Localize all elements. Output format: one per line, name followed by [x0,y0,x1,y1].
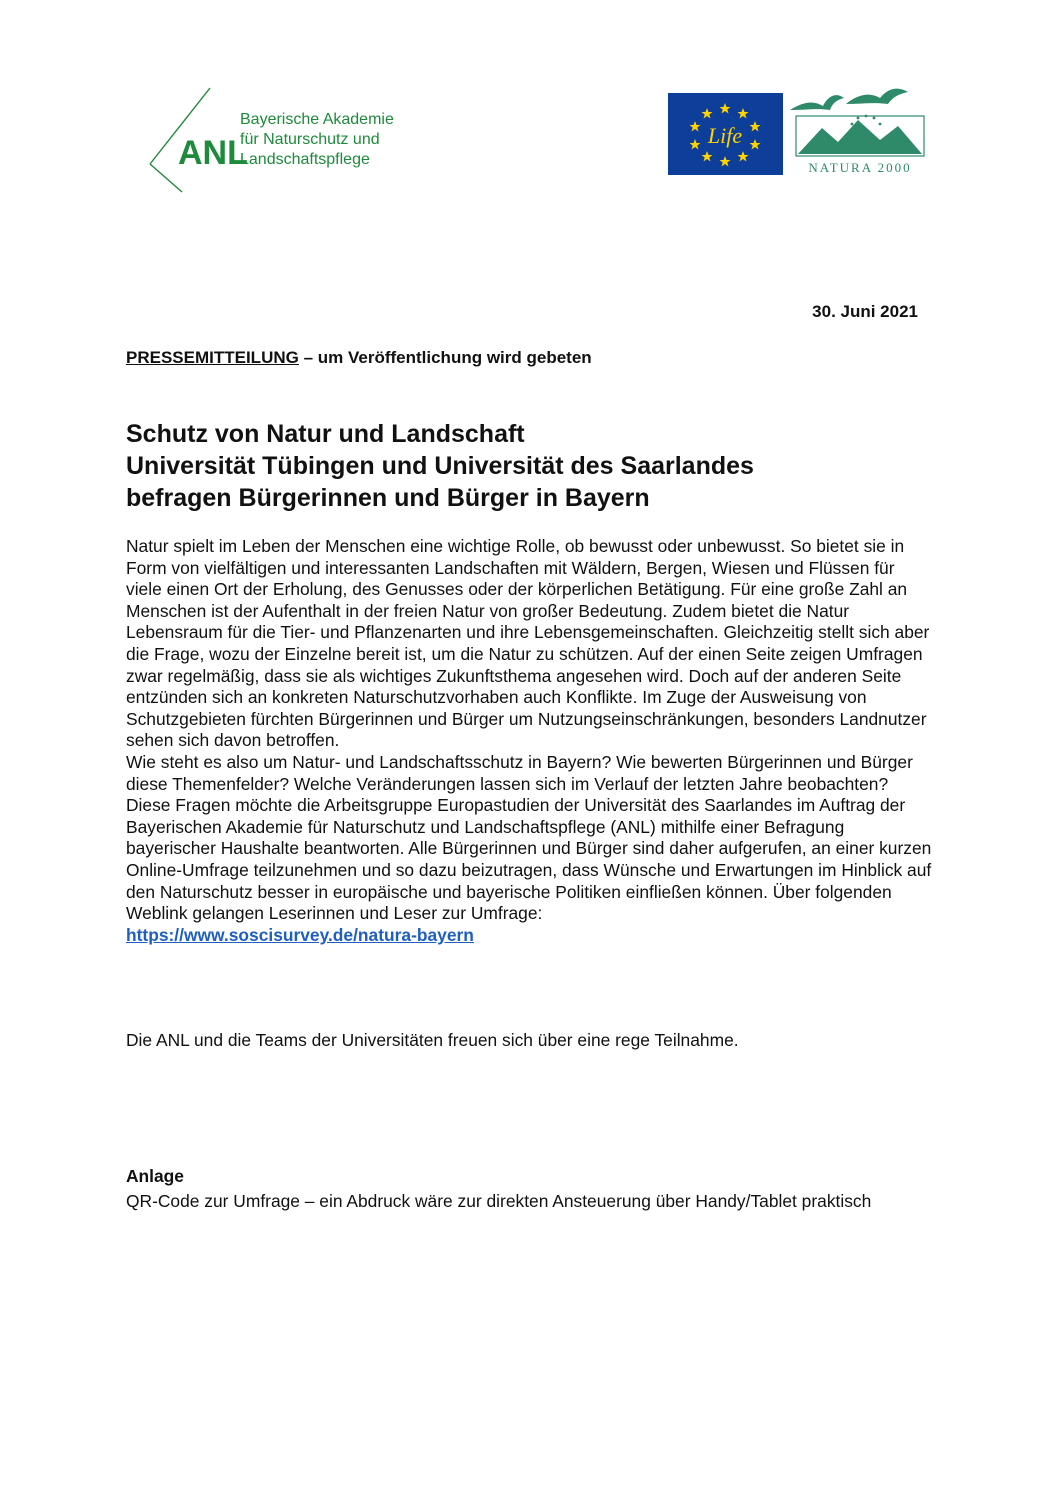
natura-2000-logo [788,82,928,177]
natura-birds-icon [788,82,928,177]
anl-logo-text [240,110,394,170]
headline-line2: Universität Tübingen und Universität des Saarlandes [126,452,754,480]
anl-mark-icon [148,86,248,196]
release-date: 30. Juni 2021 [812,302,918,321]
body-paragraph-2: Wie steht es also um Natur- und Landschaftsschutz in Bayern? Wie bewerten Bürgerinnen und Bürger diese Themenfelder? Welche Veränderungen lassen sich im Verlauf der letzten Jahre beobachten? Diese Fragen möchte die Arbeitsgruppe Europastudien der Universität des Saarlandes im Auftrag der Bayerischen Akademie für Naturschutz und Landschaftspflege (ANL) mithilfe einer Befragung bayerischer Haushalte beantworten. Alle Bürgerinnen und Bürger sind daher aufgerufen, an einer kurzen Online-Umfrage teilzunehmen und so dazu beizutragen, dass Wünsche und Erwartungen im Hinblick auf den Naturschutz besser in europäische und bayerische Politiken einfließen können. Über folgenden Weblink gelangen Leserinnen und Leser zur Umfrage: [126,751,932,924]
body-paragraph-1: Natur spielt im Leben der Menschen eine wichtige Rolle, ob bewusst oder unbewusst. So bietet sie in Form von vielfältigen und interessanten Landschaften mit Wäldern, Bergen, Wiesen und Flüssen für viele einen Ort der Erholung, des Genusses oder der körperlichen Betätigung. Für eine große Zahl an Menschen ist der Aufenthalt in der freien Natur von großer Bedeutung. Zudem bietet die Natur Lebensraum für die Tier- und Pflanzenarten und ihre Lebensgemeinschaften. Gleichzeitig stellt sich aber die Frage, wozu der Einzelne bereit ist, um die Natur zu schützen. Auf der einen Seite zeigen Umfragen zwar regelmäßig, dass sie als wichtiges Zukunftsthema angesehen wird. Doch auf der anderen Seite entzünden sich an konkreten Naturschutzvorhaben auch Konflikte. Im Zuge der Ausweisung von Schutzgebieten fürchten Bürgerinnen und Bürger um Nutzungseinschränkungen, besonders Landnutzer sehen sich davon betroffen. [126,536,930,751]
press-release-title: PRESSEMITTEILUNG [126,348,299,367]
press-release-label [126,348,592,368]
closing-sentence: Die ANL und die Teams der Universitäten freuen sich über eine rege Teilnahme. [126,1030,739,1050]
headline-line1: Schutz von Natur und Landschaft [126,420,525,448]
anl-logo-line3: Landschaftspflege [240,151,370,168]
headline [126,418,754,514]
survey-link[interactable]: https://www.soscisurvey.de/natura-bayern [126,924,474,945]
eu-flag-icon [668,93,783,175]
anl-logo-line2: für Naturschutz und [240,131,380,148]
press-release-note: – um Veröffentlichung wird gebeten [298,348,592,367]
life-wordmark: Life [707,123,743,148]
natura-wordmark: NATURA 2000 [808,160,912,175]
anl-logo [148,86,418,196]
anl-mark-text: ANL [178,134,248,172]
anlage-text: QR-Code zur Umfrage – ein Abdruck wäre zur direkten Ansteuerung über Handy/Tablet praktisch [126,1191,872,1211]
anlage-heading: Anlage [126,1166,184,1186]
body-text [126,536,932,946]
eu-life-logo [668,93,783,175]
headline-line3: befragen Bürgerinnen und Bürger in Bayern [126,484,650,512]
anl-logo-line1: Bayerische Akademie [240,111,394,128]
